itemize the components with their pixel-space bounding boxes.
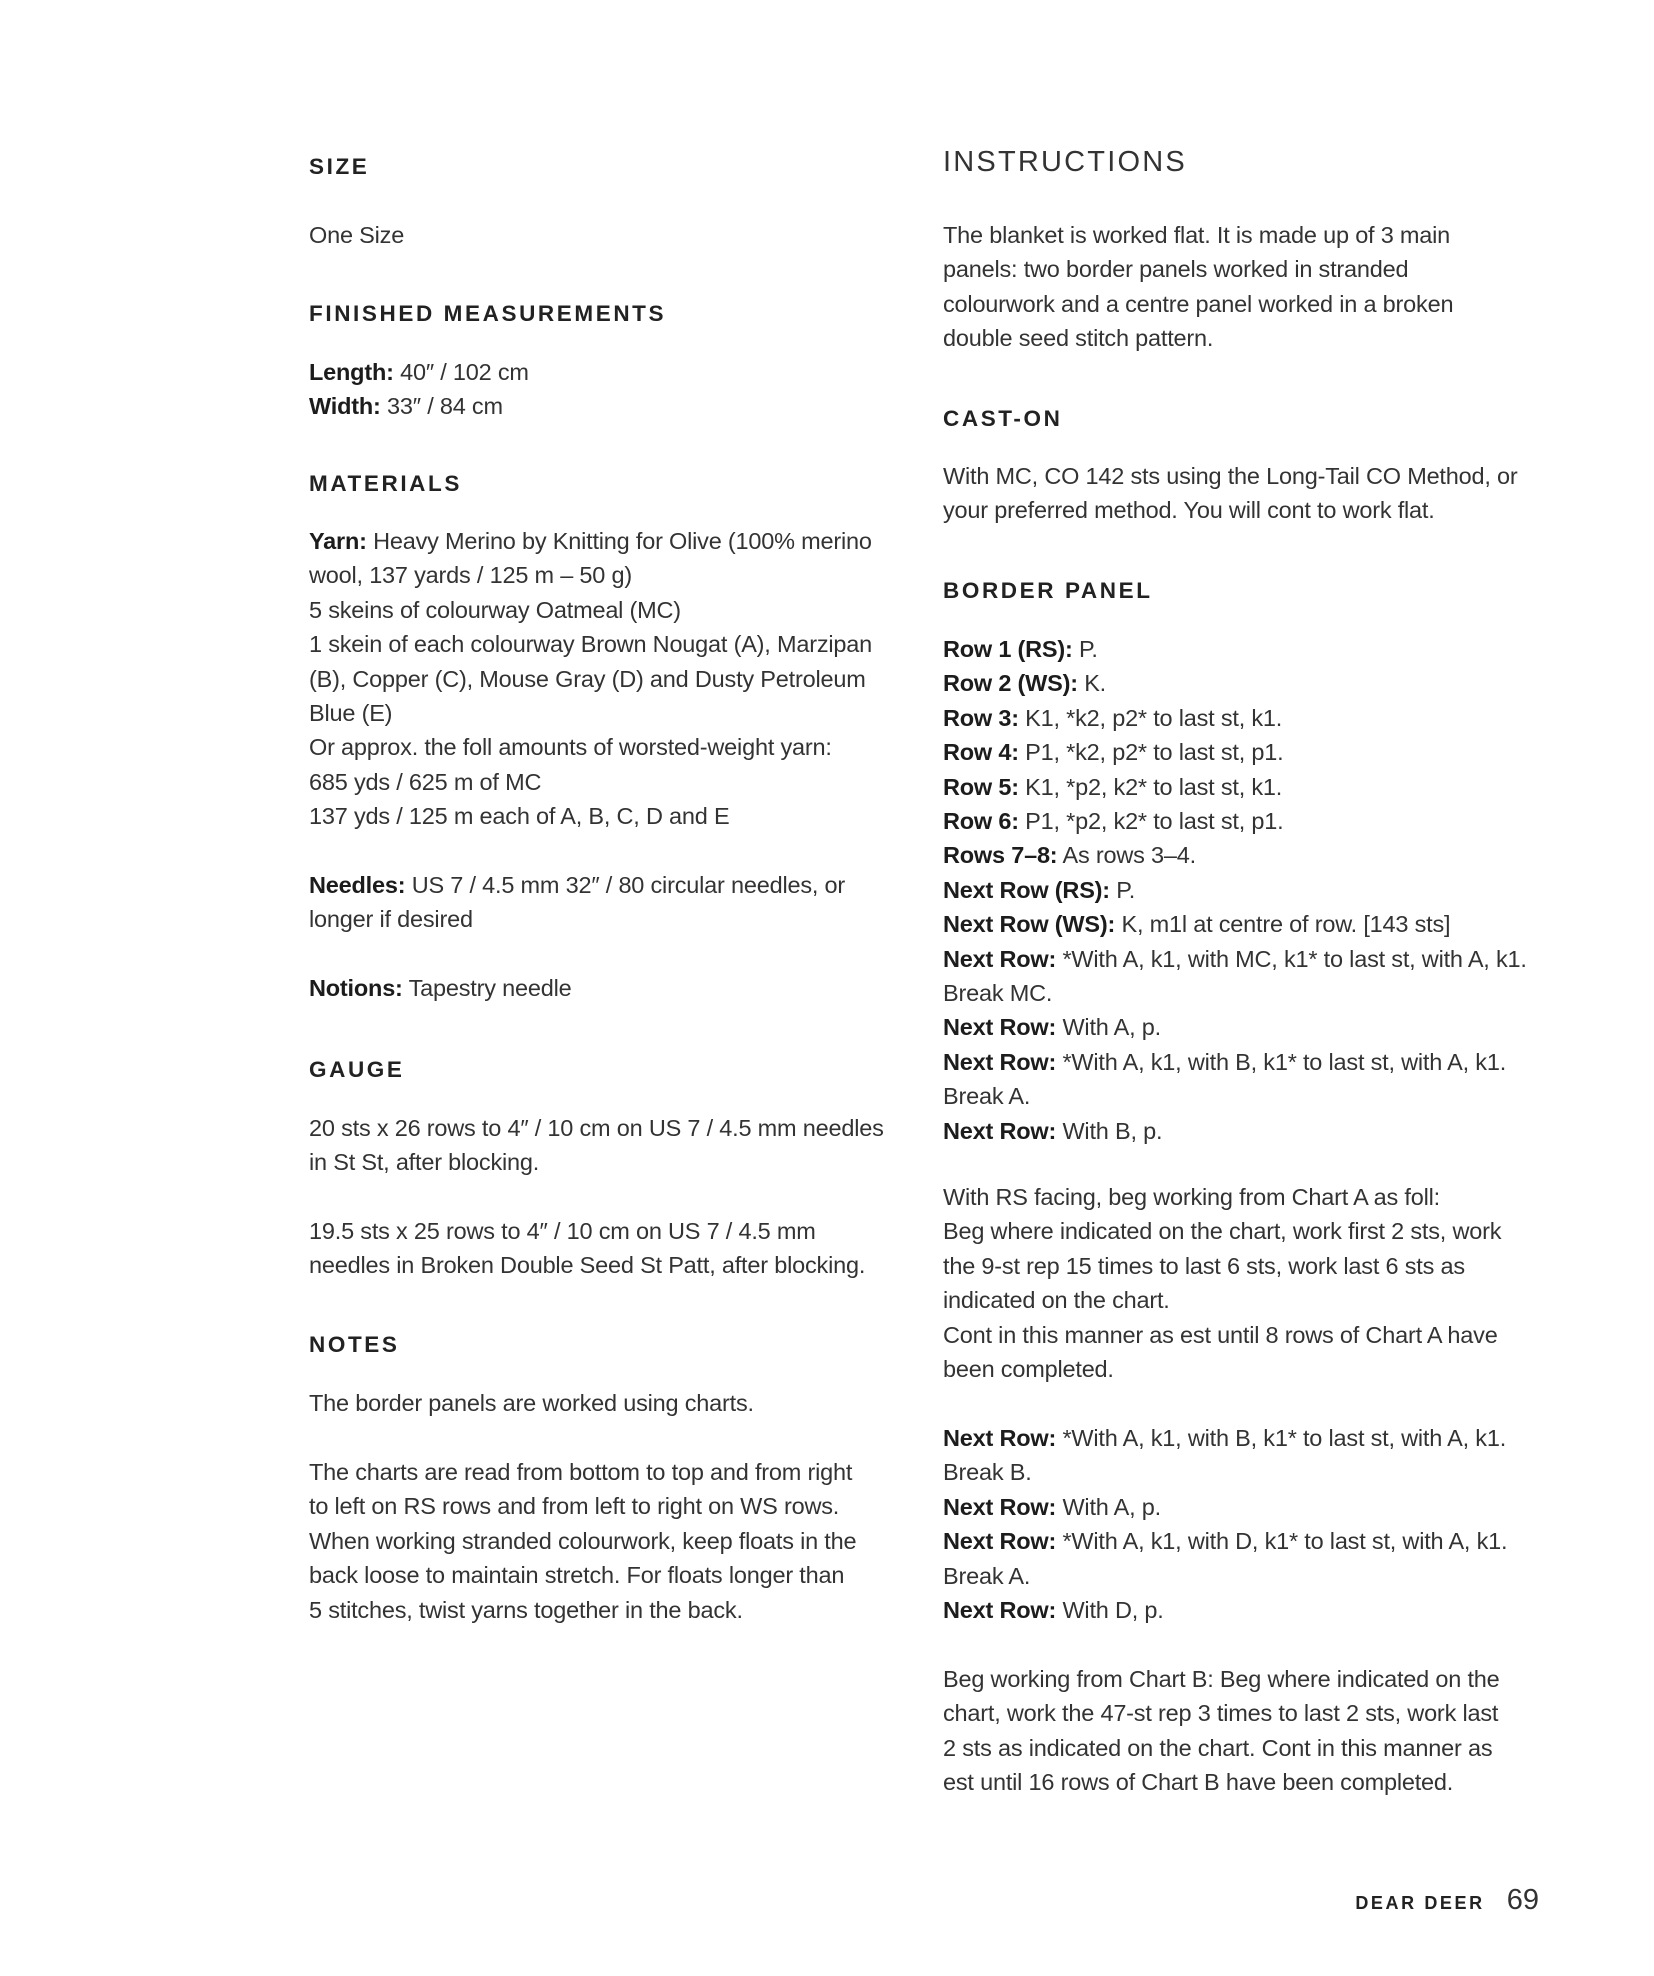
row-instruction: Next Row: With D, p. bbox=[943, 1597, 1164, 1624]
yarn-line: Yarn: Heavy Merino by Knitting for Olive (100% merino bbox=[309, 528, 872, 554]
row-instruction: Next Row (WS): K, m1l at centre of row. [143 sts] bbox=[943, 911, 1451, 938]
cast-on-text: With MC, CO 142 sts using the Long-Tail CO Method, or your preferred method. You will cont to work flat. bbox=[943, 463, 1518, 524]
row-instruction: Next Row: *With A, k1, with MC, k1* to last st, with A, k1. bbox=[943, 945, 1527, 972]
finished-measurements-text bbox=[309, 355, 909, 424]
row-instruction: Row 4: P1, *k2, p2* to last st, p1. bbox=[943, 739, 1284, 766]
width-line: Width: 33″ / 84 cm bbox=[309, 393, 503, 420]
notes-heading: NOTES bbox=[309, 1332, 400, 1357]
row-instruction: Row 5: K1, *p2, k2* to last st, k1. bbox=[943, 773, 1283, 800]
row-instruction: Next Row: With B, p. bbox=[943, 1117, 1163, 1144]
row-instruction: Row 3: K1, *k2, p2* to last st, k1. bbox=[943, 704, 1283, 731]
border-panel-heading: BORDER PANEL bbox=[943, 578, 1153, 603]
materials-notions-text: Notions: Tapestry needle bbox=[309, 975, 572, 1001]
row-instruction: Row 1 (RS): P. bbox=[943, 636, 1098, 662]
materials-heading: MATERIALS bbox=[309, 471, 462, 496]
cast-on-heading: CAST-ON bbox=[943, 406, 1063, 431]
row-instruction: Break MC. bbox=[943, 980, 1053, 1007]
row-instruction: Next Row: *With A, k1, with D, k1* to last st, with A, k1. bbox=[943, 1528, 1508, 1555]
instructions-heading: INSTRUCTIONS bbox=[943, 146, 1187, 178]
page-number: 69 bbox=[1506, 1884, 1539, 1916]
instructions-text: The blanket is worked flat. It is made up of 3 main panels: two border panels worked in stranded colourwork and a centre panel worked in a broken double seed stitch pattern. bbox=[943, 222, 1454, 352]
chart-b-text: Beg working from Chart B: Beg where indicated on the chart, work the 47-st rep 3 times to last 2 sts, work last 2 sts as indicated on the chart. Cont in this manner as est until 16 rows of Chart B have been completed. bbox=[943, 1666, 1500, 1796]
size-heading: SIZE bbox=[309, 154, 370, 179]
length-line: Length: 40″ / 102 cm bbox=[309, 359, 529, 385]
page-footer bbox=[1355, 1884, 1539, 1917]
notes-para-1: The border panels are worked using charts. bbox=[309, 1390, 754, 1416]
border-panel-rows-2 bbox=[943, 1421, 1543, 1627]
row-instruction: Break A. bbox=[943, 1083, 1031, 1110]
gauge-para-2: 19.5 sts x 25 rows to 4″ / 10 cm on US 7 / 4.5 mm needles in Broken Double Seed St Patt, after blocking. bbox=[309, 1218, 866, 1279]
border-panel-rows bbox=[943, 632, 1543, 1148]
row-instruction: Next Row: With A, p. bbox=[943, 1493, 1162, 1520]
row-instruction: Next Row (RS): P. bbox=[943, 876, 1136, 903]
finished-measurements-heading: FINISHED MEASUREMENTS bbox=[309, 301, 667, 326]
row-instruction: Break A. bbox=[943, 1562, 1031, 1589]
notes-para-2: The charts are read from bottom to top and from right to left on RS rows and from left to right on WS rows. When working stranded colourwork, keep floats in the back loose to maintain stretch. For floats longer than 5 stitches, twist yarns together in the back. bbox=[309, 1459, 857, 1623]
row-instruction: Next Row: *With A, k1, with B, k1* to last st, with A, k1. bbox=[943, 1425, 1507, 1451]
row-instruction: Row 2 (WS): K. bbox=[943, 670, 1107, 697]
running-title: DEAR DEER bbox=[1355, 1893, 1485, 1913]
materials-needles-text: Needles: US 7 / 4.5 mm 32″ / 80 circular needles, or longer if desired bbox=[309, 872, 846, 933]
gauge-para-1: 20 sts x 26 rows to 4″ / 10 cm on US 7 / 4.5 mm needles in St St, after blocking. bbox=[309, 1115, 884, 1176]
row-instruction: Next Row: *With A, k1, with B, k1* to last st, with A, k1. bbox=[943, 1048, 1507, 1075]
chart-a-text: With RS facing, beg working from Chart A as foll: Beg where indicated on the chart, work first 2 sts, work the 9-st rep 15 times to last 6 sts, work last 6 sts as indicated on the chart. Cont in this manner as est until 8 rows of Chart A have been completed. bbox=[943, 1184, 1502, 1383]
row-instruction: Break B. bbox=[943, 1459, 1032, 1486]
row-instruction: Rows 7–8: As rows 3–4. bbox=[943, 842, 1196, 869]
size-text: One Size bbox=[309, 222, 405, 248]
gauge-heading: GAUGE bbox=[309, 1057, 405, 1082]
row-instruction: Row 6: P1, *p2, k2* to last st, p1. bbox=[943, 808, 1284, 835]
materials-yarn-text: Yarn: Heavy Merino by Knitting for Olive (100% merino wool, 137 yards / 125 m – 50 g) 5 skeins of colourway Oatmeal (MC) 1 skein of each colourway Brown Nougat (A), Marzipan (B), Copper (C), Mouse Gray (D) and Dusty Petroleum Blue (E) Or approx. the foll amounts of worsted-weight yarn: 685 yds / 625 m of MC 137 yds / 125 m each of A, B, C, D and E bbox=[309, 524, 909, 834]
row-instruction: Next Row: With A, p. bbox=[943, 1014, 1162, 1041]
